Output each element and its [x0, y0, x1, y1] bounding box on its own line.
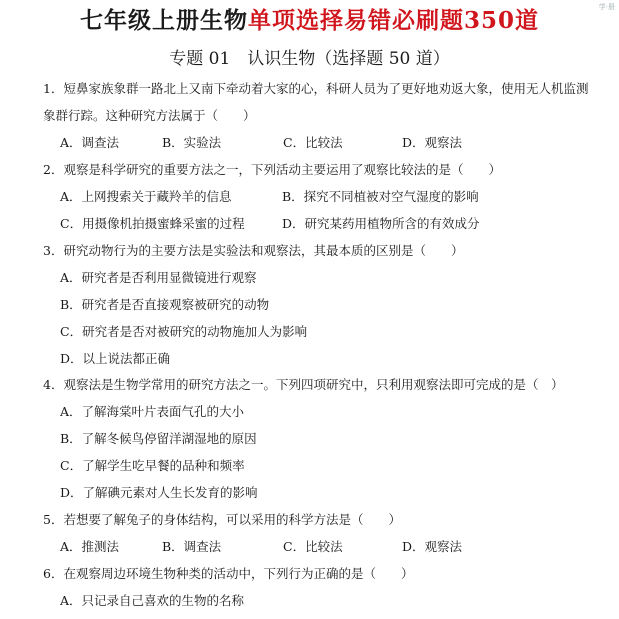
question-2-option-b: B．探究不同植被对空气湿度的影响	[282, 189, 479, 204]
question-1-option-a: A．调查法	[60, 135, 120, 150]
question-5-option-a: A．推测法	[60, 539, 120, 554]
watermark-logo: 学·册	[598, 3, 615, 11]
question-3-option-b: B．研究者是否直接观察被研究的动物	[60, 297, 270, 312]
question-2-option-d: D．研究某药用植物所含的有效成分	[282, 216, 480, 231]
question-5-option-d: D．观察法	[402, 539, 463, 554]
question-1-option-c: C．比较法	[283, 135, 343, 150]
title-red-part: 单项选择易错必刷题350道	[247, 7, 539, 34]
question-3-option-c: C．研究者是否对被研究的动物施加人为影响	[60, 324, 308, 339]
question-1-option-d: D．观察法	[402, 135, 463, 150]
question-3-stem: 3．研究动物行为的主要方法是实验法和观察法，其最本质的区别是（ ）	[43, 243, 464, 258]
question-6-option-a: A．只记录自己喜欢的生物的名称	[60, 593, 245, 608]
section-subtitle: 专题 01 认识生物（选择题 50 道）	[169, 49, 450, 69]
question-2-option-c: C．用摄像机拍摄蜜蜂采蜜的过程	[60, 216, 245, 231]
question-1-option-b: B．实验法	[162, 135, 222, 150]
question-1-stem-line-1: 1．短鼻家族象群一路北上又南下牵动着大家的心，科研人员为了更好地劝返大象，使用无人机监测	[43, 81, 589, 96]
question-2-option-a: A．上网搜索关于藏羚羊的信息	[60, 189, 232, 204]
question-3-option-d: D．以上说法都正确	[60, 351, 171, 366]
question-4-stem: 4．观察法是生物学常用的研究方法之一。下列四项研究中，只利用观察法即可完成的是（ ）	[43, 377, 564, 392]
question-4-option-a: A．了解海棠叶片表面气孔的大小	[60, 404, 245, 419]
question-3-option-a: A．研究者是否利用显微镜进行观察	[60, 270, 257, 285]
question-6-stem: 6．在观察周边环境生物种类的活动中，下列行为正确的是（ ）	[43, 566, 414, 581]
question-4-option-c: C．了解学生吃早餐的品种和频率	[60, 458, 245, 473]
question-4-option-b: B．了解冬候鸟停留洋湖湿地的原因	[60, 431, 257, 446]
question-1-stem-line-2: 象群行踪。这种研究方法属于（ ）	[43, 108, 256, 123]
question-5-option-c: C．比较法	[283, 539, 343, 554]
document-title	[0, 2, 619, 35]
title-black-part: 七年级上册生物	[79, 7, 248, 34]
question-5-stem: 5．若想要了解兔子的身体结构，可以采用的科学方法是（ ）	[43, 512, 401, 527]
question-5-option-b: B．调查法	[162, 539, 222, 554]
question-4-option-d: D．了解碘元素对人生长发育的影响	[60, 485, 258, 500]
question-2-stem: 2．观察是科学研究的重要方法之一，下列活动主要运用了观察比较法的是（ ）	[43, 162, 501, 177]
